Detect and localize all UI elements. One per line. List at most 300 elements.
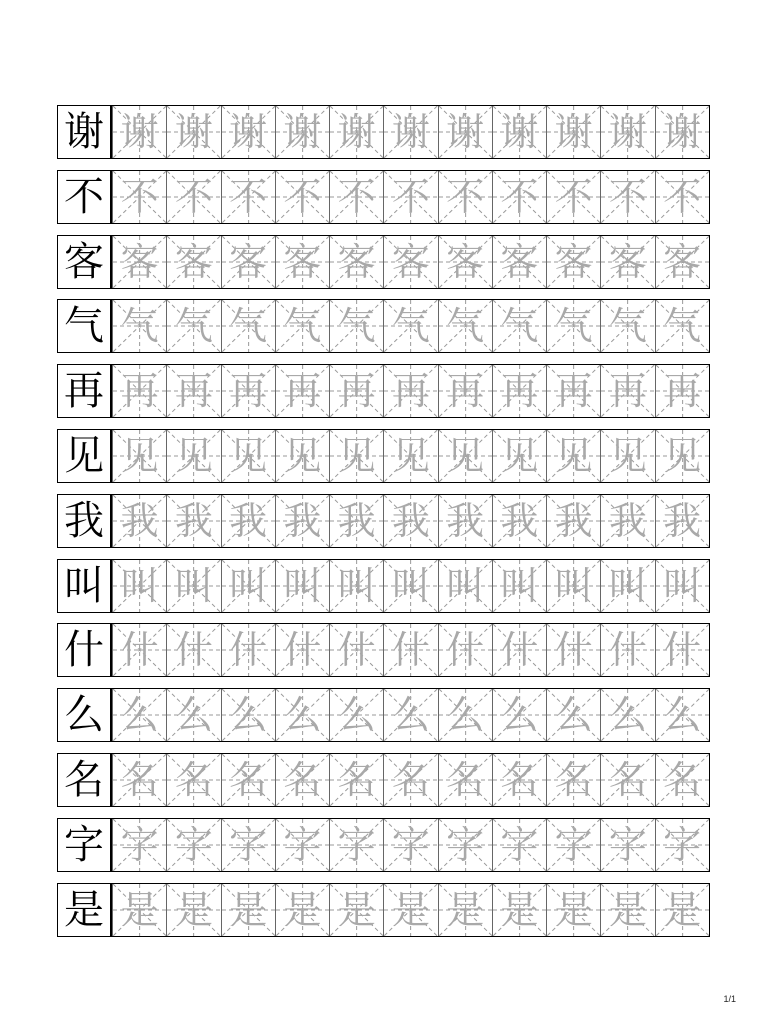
trace-character-cell[interactable] <box>112 624 166 676</box>
trace-character-cell[interactable] <box>329 560 383 612</box>
trace-character-cell[interactable] <box>655 819 709 871</box>
trace-character: 客 <box>120 239 159 284</box>
model-character-cell <box>58 365 112 417</box>
trace-character: 再 <box>446 369 485 414</box>
trace-character-cell[interactable] <box>221 819 275 871</box>
trace-character-cell[interactable] <box>600 430 654 482</box>
model-character: 气 <box>64 303 104 350</box>
trace-character: 见 <box>500 434 539 478</box>
trace-character-cell[interactable] <box>438 106 492 158</box>
trace-character-cell[interactable] <box>329 300 383 352</box>
model-character: 不 <box>64 173 104 220</box>
trace-character: 客 <box>391 239 430 284</box>
trace-character: 再 <box>500 369 539 414</box>
trace-character: 什 <box>391 628 430 673</box>
model-character: 么 <box>64 692 104 739</box>
trace-character-cell[interactable] <box>383 819 437 871</box>
trace-character: 见 <box>120 434 159 478</box>
trace-character: 不 <box>500 174 539 219</box>
trace-character: 叫 <box>500 563 539 608</box>
trace-character-cell[interactable] <box>492 819 546 871</box>
trace-character-cell[interactable] <box>546 624 600 676</box>
trace-character: 是 <box>500 887 539 932</box>
practice-row <box>57 883 710 937</box>
trace-character: 是 <box>120 887 159 932</box>
trace-character: 字 <box>608 822 647 867</box>
trace-character: 什 <box>337 628 376 673</box>
trace-character-cell[interactable] <box>492 430 546 482</box>
trace-character: 见 <box>229 434 268 478</box>
trace-character-cell[interactable] <box>166 819 220 871</box>
trace-character-cell[interactable] <box>221 236 275 288</box>
trace-character-cell[interactable] <box>221 430 275 482</box>
trace-character-cell[interactable] <box>383 689 437 741</box>
trace-character-cell[interactable] <box>221 495 275 547</box>
trace-character-cell[interactable] <box>221 106 275 158</box>
model-character-cell <box>58 560 112 612</box>
trace-character: 见 <box>446 434 485 478</box>
trace-character: 见 <box>391 434 430 478</box>
trace-character-cell[interactable] <box>383 884 437 936</box>
trace-character-cell[interactable] <box>329 430 383 482</box>
trace-character-cell[interactable] <box>492 560 546 612</box>
trace-character: 叫 <box>608 563 647 608</box>
trace-character-cell[interactable] <box>546 236 600 288</box>
trace-character-cell[interactable] <box>383 560 437 612</box>
trace-character: 我 <box>174 498 213 543</box>
trace-character: 名 <box>391 758 430 802</box>
trace-character-cell[interactable] <box>383 365 437 417</box>
trace-character-cell[interactable] <box>655 106 709 158</box>
trace-character-cell[interactable] <box>600 171 654 223</box>
trace-character: 么 <box>446 693 485 738</box>
trace-character: 再 <box>663 369 702 414</box>
trace-character-cell[interactable] <box>600 689 654 741</box>
trace-character: 字 <box>663 822 702 867</box>
model-character-cell <box>58 236 112 288</box>
trace-character-cell[interactable] <box>655 495 709 547</box>
trace-character: 名 <box>500 758 539 802</box>
trace-character: 客 <box>500 239 539 284</box>
trace-character: 叫 <box>554 563 593 608</box>
model-character: 见 <box>64 433 104 479</box>
trace-character-cell[interactable] <box>546 300 600 352</box>
model-character-cell <box>58 624 112 676</box>
trace-character-cell[interactable] <box>383 754 437 806</box>
trace-character: 谢 <box>337 110 376 154</box>
trace-character: 谢 <box>283 110 322 154</box>
trace-character-cell[interactable] <box>329 689 383 741</box>
trace-character-cell[interactable] <box>600 106 654 158</box>
trace-character: 谢 <box>446 110 485 154</box>
trace-character-cell[interactable] <box>546 560 600 612</box>
trace-character-cell[interactable] <box>655 171 709 223</box>
trace-character-cell[interactable] <box>221 171 275 223</box>
trace-character-cell[interactable] <box>112 495 166 547</box>
trace-character-cell[interactable] <box>383 495 437 547</box>
trace-character: 什 <box>554 628 593 673</box>
trace-character-cell[interactable] <box>112 300 166 352</box>
trace-character: 叫 <box>283 563 322 608</box>
trace-character: 么 <box>283 693 322 738</box>
trace-character-cell[interactable] <box>546 884 600 936</box>
model-character: 是 <box>64 886 104 933</box>
trace-character-cell[interactable] <box>546 689 600 741</box>
trace-character-cell[interactable] <box>112 236 166 288</box>
trace-character: 我 <box>391 498 430 543</box>
trace-character-cell[interactable] <box>655 754 709 806</box>
trace-character: 不 <box>229 174 268 219</box>
trace-character: 客 <box>283 239 322 284</box>
trace-character-cell[interactable] <box>492 300 546 352</box>
trace-character: 谢 <box>500 110 539 154</box>
trace-character-cell[interactable] <box>438 884 492 936</box>
trace-character-cell[interactable] <box>275 430 329 482</box>
trace-character: 我 <box>283 498 322 543</box>
trace-character: 么 <box>608 693 647 738</box>
trace-character: 客 <box>229 239 268 284</box>
model-character-cell <box>58 495 112 547</box>
trace-character-cell[interactable] <box>329 495 383 547</box>
trace-character-cell[interactable] <box>221 365 275 417</box>
trace-character-cell[interactable] <box>275 884 329 936</box>
trace-character: 什 <box>446 628 485 673</box>
trace-character-cell[interactable] <box>492 754 546 806</box>
trace-character-cell[interactable] <box>166 236 220 288</box>
trace-character-cell[interactable] <box>275 495 329 547</box>
practice-row <box>57 364 710 418</box>
trace-character-cell[interactable] <box>492 884 546 936</box>
trace-character: 么 <box>391 693 430 738</box>
trace-character: 我 <box>608 498 647 543</box>
trace-character-cell[interactable] <box>438 365 492 417</box>
practice-row <box>57 429 710 483</box>
trace-character-cell[interactable] <box>275 365 329 417</box>
trace-character: 不 <box>283 174 322 219</box>
trace-character-cell[interactable] <box>112 560 166 612</box>
practice-row <box>57 818 710 872</box>
trace-character-cell[interactable] <box>329 819 383 871</box>
trace-character-cell[interactable] <box>166 754 220 806</box>
trace-character-cell[interactable] <box>600 365 654 417</box>
trace-character-cell[interactable] <box>546 819 600 871</box>
trace-character: 不 <box>446 174 485 219</box>
trace-character: 么 <box>554 693 593 738</box>
practice-row <box>57 105 710 159</box>
trace-character-cell[interactable] <box>546 171 600 223</box>
trace-character: 我 <box>500 498 539 543</box>
trace-character: 名 <box>283 758 322 802</box>
trace-character: 气 <box>174 304 213 349</box>
trace-character-cell[interactable] <box>166 689 220 741</box>
trace-character: 么 <box>337 693 376 738</box>
model-character: 什 <box>64 627 104 674</box>
trace-character: 不 <box>174 174 213 219</box>
trace-character-cell[interactable] <box>221 689 275 741</box>
trace-character-cell[interactable] <box>166 884 220 936</box>
trace-character-cell[interactable] <box>275 171 329 223</box>
trace-character: 谢 <box>554 110 593 154</box>
trace-character: 字 <box>446 822 485 867</box>
trace-character: 么 <box>663 693 702 738</box>
trace-character: 叫 <box>120 563 159 608</box>
trace-character-cell[interactable] <box>546 754 600 806</box>
trace-character-cell[interactable] <box>546 365 600 417</box>
trace-character: 不 <box>391 174 430 219</box>
trace-character-cell[interactable] <box>166 106 220 158</box>
trace-character: 叫 <box>174 563 213 608</box>
practice-row <box>57 623 710 677</box>
trace-character-cell[interactable] <box>655 624 709 676</box>
trace-character-cell[interactable] <box>438 624 492 676</box>
trace-character-cell[interactable] <box>492 365 546 417</box>
trace-character: 气 <box>608 304 647 349</box>
trace-character-cell[interactable] <box>438 754 492 806</box>
trace-character-cell[interactable] <box>492 495 546 547</box>
trace-character: 名 <box>337 758 376 802</box>
model-character-cell <box>58 106 112 158</box>
trace-character-cell[interactable] <box>600 236 654 288</box>
trace-character: 什 <box>500 628 539 673</box>
trace-character-cell[interactable] <box>655 300 709 352</box>
trace-character-cell[interactable] <box>600 819 654 871</box>
trace-character: 不 <box>554 174 593 219</box>
model-character-cell <box>58 819 112 871</box>
trace-character-cell[interactable] <box>655 689 709 741</box>
trace-character-cell[interactable] <box>275 754 329 806</box>
trace-character-cell[interactable] <box>275 300 329 352</box>
trace-character: 见 <box>554 434 593 478</box>
trace-character-cell[interactable] <box>166 300 220 352</box>
trace-character: 字 <box>229 822 268 867</box>
model-character-cell <box>58 300 112 352</box>
trace-character-cell[interactable] <box>329 754 383 806</box>
trace-character-cell[interactable] <box>600 884 654 936</box>
trace-character: 气 <box>554 304 593 349</box>
trace-character-cell[interactable] <box>329 171 383 223</box>
model-character-cell <box>58 430 112 482</box>
trace-character-cell[interactable] <box>275 624 329 676</box>
model-character-cell <box>58 689 112 741</box>
trace-character: 是 <box>608 887 647 932</box>
model-character: 字 <box>64 821 104 868</box>
trace-character: 气 <box>663 304 702 349</box>
trace-character: 叫 <box>663 563 702 608</box>
trace-character: 是 <box>283 887 322 932</box>
trace-character-cell[interactable] <box>438 300 492 352</box>
trace-character-cell[interactable] <box>383 300 437 352</box>
trace-character-cell[interactable] <box>600 754 654 806</box>
trace-character-cell[interactable] <box>383 624 437 676</box>
trace-character-cell[interactable] <box>112 819 166 871</box>
trace-character-cell[interactable] <box>275 236 329 288</box>
practice-row <box>57 235 710 289</box>
trace-character: 名 <box>120 758 159 802</box>
trace-character-cell[interactable] <box>275 560 329 612</box>
trace-character-cell[interactable] <box>275 106 329 158</box>
model-character-cell <box>58 754 112 806</box>
trace-character: 气 <box>337 304 376 349</box>
trace-character: 什 <box>608 628 647 673</box>
trace-character: 么 <box>500 693 539 738</box>
trace-character-cell[interactable] <box>112 754 166 806</box>
trace-character: 我 <box>229 498 268 543</box>
trace-character-cell[interactable] <box>600 624 654 676</box>
trace-character-cell[interactable] <box>166 430 220 482</box>
trace-character-cell[interactable] <box>112 365 166 417</box>
trace-character-cell[interactable] <box>221 884 275 936</box>
trace-character: 气 <box>446 304 485 349</box>
trace-character-cell[interactable] <box>600 495 654 547</box>
trace-character: 字 <box>120 822 159 867</box>
model-character: 再 <box>64 368 104 415</box>
trace-character-cell[interactable] <box>546 106 600 158</box>
trace-character: 客 <box>174 239 213 284</box>
trace-character: 什 <box>283 628 322 673</box>
page-number: 1/1 <box>723 994 736 1004</box>
trace-character: 再 <box>608 369 647 414</box>
trace-character: 什 <box>120 628 159 673</box>
practice-row <box>57 753 710 807</box>
trace-character: 名 <box>663 758 702 802</box>
trace-character: 我 <box>554 498 593 543</box>
model-character-cell <box>58 884 112 936</box>
trace-character: 客 <box>446 239 485 284</box>
trace-character: 谢 <box>229 110 268 154</box>
trace-character-cell[interactable] <box>492 171 546 223</box>
trace-character-cell[interactable] <box>166 171 220 223</box>
trace-character: 见 <box>608 434 647 478</box>
trace-character: 我 <box>663 498 702 543</box>
trace-character: 么 <box>120 693 159 738</box>
trace-character: 什 <box>229 628 268 673</box>
trace-character: 再 <box>554 369 593 414</box>
trace-character-cell[interactable] <box>600 560 654 612</box>
trace-character: 字 <box>554 822 593 867</box>
trace-character-cell[interactable] <box>166 624 220 676</box>
trace-character: 气 <box>391 304 430 349</box>
trace-character: 气 <box>283 304 322 349</box>
trace-character-cell[interactable] <box>655 560 709 612</box>
trace-character: 客 <box>337 239 376 284</box>
trace-character-cell[interactable] <box>166 365 220 417</box>
trace-character-cell[interactable] <box>492 236 546 288</box>
trace-character: 叫 <box>446 563 485 608</box>
trace-character: 我 <box>337 498 376 543</box>
trace-character-cell[interactable] <box>221 560 275 612</box>
trace-character-cell[interactable] <box>112 884 166 936</box>
trace-character: 名 <box>229 758 268 802</box>
trace-character-cell[interactable] <box>438 236 492 288</box>
trace-character: 谢 <box>174 110 213 154</box>
trace-character-cell[interactable] <box>329 365 383 417</box>
practice-row <box>57 688 710 742</box>
trace-character: 叫 <box>391 563 430 608</box>
trace-character-cell[interactable] <box>166 495 220 547</box>
trace-character-cell[interactable] <box>383 171 437 223</box>
trace-character-cell[interactable] <box>112 106 166 158</box>
trace-character-cell[interactable] <box>329 236 383 288</box>
model-character: 我 <box>64 497 104 544</box>
trace-character: 是 <box>174 887 213 932</box>
trace-character: 不 <box>663 174 702 219</box>
trace-character: 是 <box>446 887 485 932</box>
trace-character: 见 <box>337 434 376 478</box>
trace-character-cell[interactable] <box>112 171 166 223</box>
trace-character: 字 <box>337 822 376 867</box>
trace-character-cell[interactable] <box>221 754 275 806</box>
trace-character: 名 <box>174 758 213 802</box>
trace-character-cell[interactable] <box>275 819 329 871</box>
trace-character-cell[interactable] <box>492 624 546 676</box>
trace-character-cell[interactable] <box>221 624 275 676</box>
practice-row <box>57 170 710 224</box>
trace-character-cell[interactable] <box>546 495 600 547</box>
practice-row <box>57 559 710 613</box>
trace-character-cell[interactable] <box>438 171 492 223</box>
trace-character-cell[interactable] <box>655 365 709 417</box>
trace-character: 是 <box>337 887 376 932</box>
trace-character-cell[interactable] <box>438 430 492 482</box>
trace-character-cell[interactable] <box>329 884 383 936</box>
trace-character-cell[interactable] <box>546 430 600 482</box>
trace-character-cell[interactable] <box>438 560 492 612</box>
trace-character: 客 <box>554 239 593 284</box>
trace-character-cell[interactable] <box>438 689 492 741</box>
trace-character-cell[interactable] <box>655 884 709 936</box>
trace-character: 字 <box>283 822 322 867</box>
trace-character-cell[interactable] <box>438 819 492 871</box>
trace-character-cell[interactable] <box>275 689 329 741</box>
trace-character: 谢 <box>120 110 159 154</box>
trace-character-cell[interactable] <box>655 430 709 482</box>
model-character-cell <box>58 171 112 223</box>
trace-character-cell[interactable] <box>383 106 437 158</box>
trace-character-cell[interactable] <box>438 495 492 547</box>
trace-character-cell[interactable] <box>492 106 546 158</box>
trace-character-cell[interactable] <box>329 106 383 158</box>
trace-character: 见 <box>283 434 322 478</box>
trace-character: 是 <box>229 887 268 932</box>
trace-character: 谢 <box>663 110 702 154</box>
trace-character: 我 <box>120 498 159 543</box>
trace-character: 么 <box>229 693 268 738</box>
trace-character: 我 <box>446 498 485 543</box>
trace-character: 字 <box>391 822 430 867</box>
practice-row <box>57 299 710 353</box>
trace-character-cell[interactable] <box>600 300 654 352</box>
trace-character-cell[interactable] <box>383 430 437 482</box>
trace-character-cell[interactable] <box>112 689 166 741</box>
trace-character: 再 <box>391 369 430 414</box>
trace-character: 再 <box>174 369 213 414</box>
model-character: 谢 <box>64 109 104 155</box>
trace-character: 谢 <box>391 110 430 154</box>
trace-character: 字 <box>500 822 539 867</box>
trace-character-cell[interactable] <box>329 624 383 676</box>
trace-character: 客 <box>663 239 702 284</box>
trace-character: 气 <box>500 304 539 349</box>
trace-character: 再 <box>120 369 159 414</box>
trace-character-cell[interactable] <box>221 300 275 352</box>
trace-character: 么 <box>174 693 213 738</box>
trace-character-cell[interactable] <box>492 689 546 741</box>
trace-character: 气 <box>120 304 159 349</box>
trace-character-cell[interactable] <box>655 236 709 288</box>
trace-character-cell[interactable] <box>166 560 220 612</box>
trace-character-cell[interactable] <box>112 430 166 482</box>
trace-character-cell[interactable] <box>383 236 437 288</box>
